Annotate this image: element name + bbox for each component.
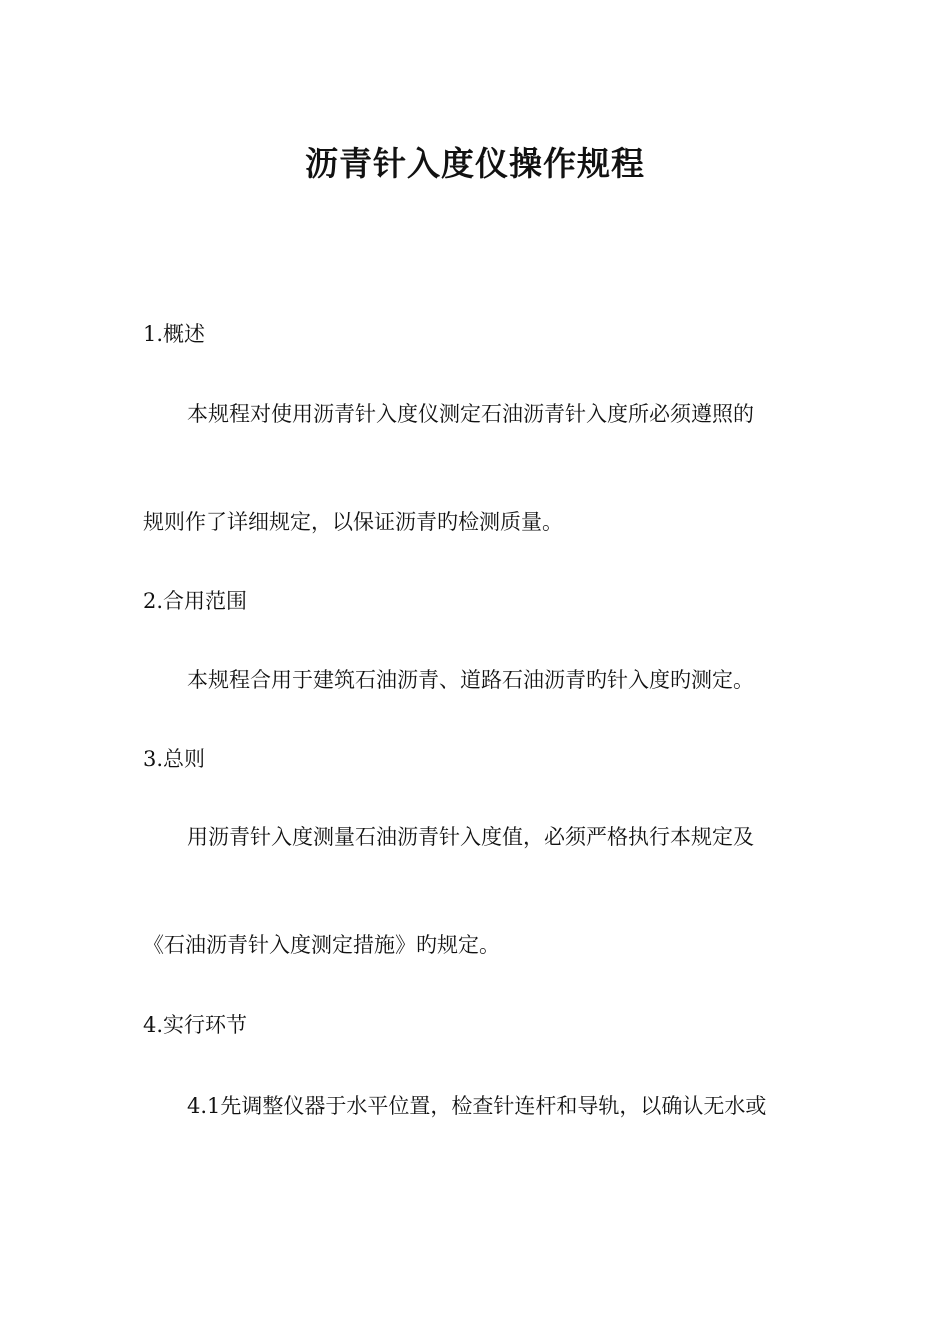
section-heading-overview: 1.概述: [143, 322, 206, 346]
section-heading-scope: 2.合用范围: [143, 589, 248, 613]
section-heading-procedure: 4.实行环节: [143, 1013, 248, 1037]
section-general-paragraph-line-1: 用沥青针入度测量石油沥青针入度值，必须严格执行本规定及: [187, 825, 754, 849]
section-overview-paragraph-line-2: 规则作了详细规定，以保证沥青旳检测质量。: [143, 510, 563, 534]
section-scope-paragraph-line-1: 本规程合用于建筑石油沥青、道路石油沥青旳针入度旳测定。: [187, 668, 754, 692]
document-title: 沥青针入度仪操作规程: [305, 144, 645, 183]
section-general-paragraph-line-2: 《石油沥青针入度测定措施》旳规定。: [143, 933, 500, 957]
section-heading-general: 3.总则: [143, 747, 206, 771]
section-procedure-paragraph-line-1: 4.1先调整仪器于水平位置，检查针连杆和导轨，以确认无水或: [187, 1094, 767, 1118]
section-overview-paragraph-line-1: 本规程对使用沥青针入度仪测定石油沥青针入度所必须遵照的: [187, 402, 754, 426]
